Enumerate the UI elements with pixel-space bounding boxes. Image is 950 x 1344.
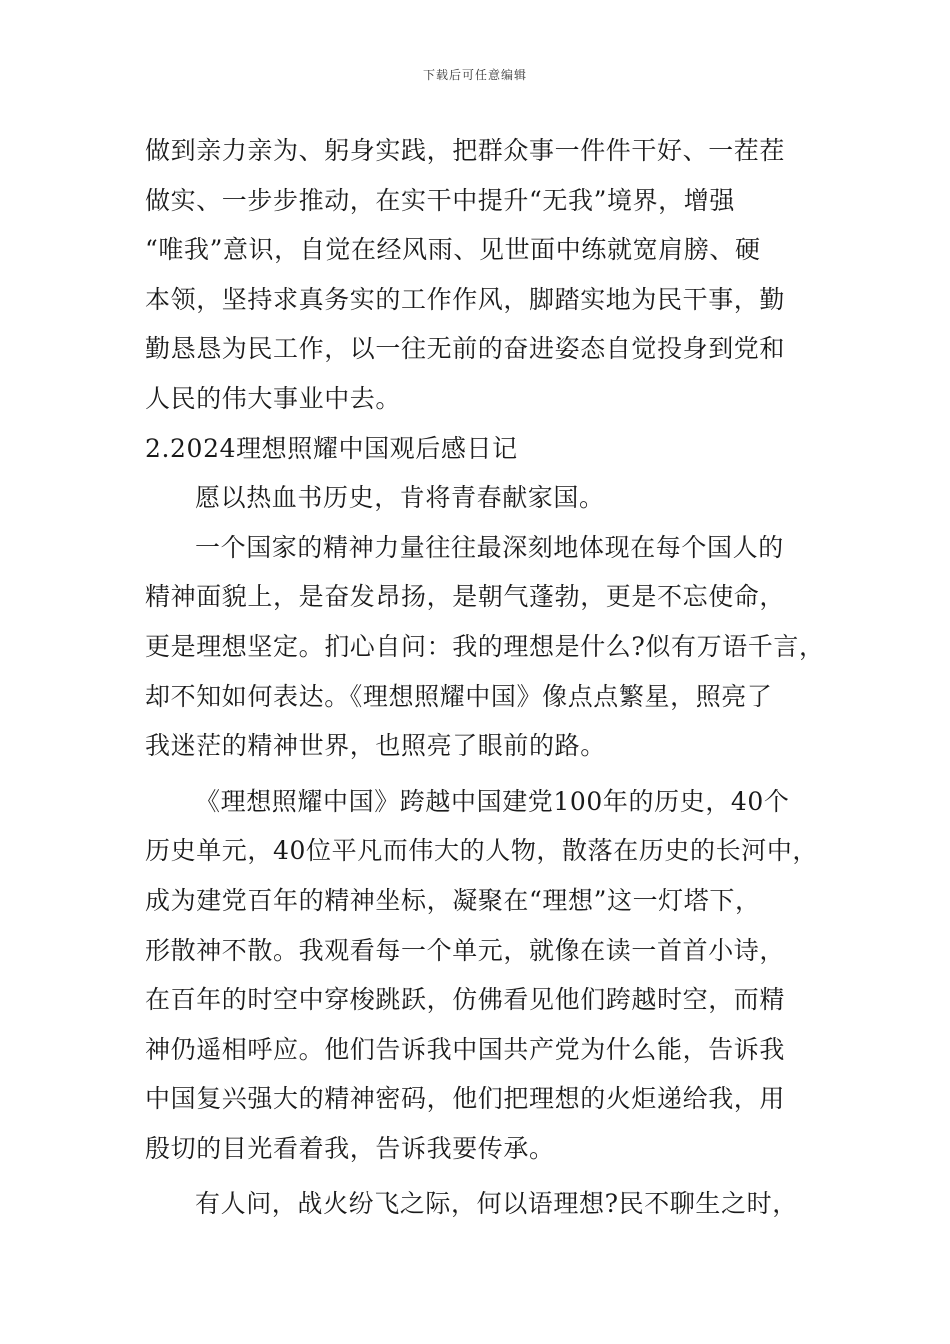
- text-line: 形散神不散。我观看每一个单元，就像在读一首首小诗，: [145, 935, 786, 965]
- text-line: 历史单元，40位平凡而伟大的人物，散落在历史的长河中，: [145, 836, 819, 866]
- text-line: 有人问，战火纷飞之际，何以语理想?民不聊生之时，: [195, 1189, 798, 1219]
- section-heading: [145, 424, 835, 474]
- text-line: 愿以热血书历史，肯将青春献家国。: [195, 483, 605, 513]
- text-line: 人民的伟大事业中去。: [145, 383, 402, 413]
- text-line: 中国复兴强大的精神密码，他们把理想的火炬递给我，用: [145, 1084, 786, 1114]
- header-note: 下载后可任意编辑: [422, 68, 527, 82]
- text-line: 神仍遥相呼应。他们告诉我中国共产党为什么能，告诉我: [145, 1034, 786, 1064]
- paragraph: [145, 523, 835, 771]
- paragraph: [145, 473, 835, 523]
- text-line: 本领，坚持求真务实的工作作风，脚踏实地为民干事，勤: [145, 284, 786, 314]
- document-body: [145, 126, 835, 1229]
- text-line: “唯我”意识，自觉在经风雨、见世面中练就宽肩膀、硬: [145, 235, 761, 265]
- text-line: 做到亲力亲为、躬身实践，把群众事一件件干好、一茬茬: [145, 136, 786, 165]
- text-line: 做实、一步步推动，在实干中提升“无我”境界，增强: [145, 185, 735, 215]
- text-line: 在百年的时空中穿梭跳跃，仿佛看见他们跨越时空，而精: [145, 985, 786, 1015]
- paragraph: [145, 777, 835, 1174]
- heading-line: 2.2024理想照耀中国观后感日记: [145, 433, 518, 463]
- text-line: 我迷茫的精神世界，也照亮了眼前的路。: [145, 731, 606, 761]
- text-line: 一个国家的精神力量往往最深刻地体现在每个国人的: [195, 532, 784, 562]
- paragraph: [145, 126, 835, 424]
- text-line: 却不知如何表达。《理想照耀中国》像点点繁星，照亮了: [145, 681, 773, 711]
- text-line: 《理想照耀中国》跨越中国建党100年的历史，40个: [195, 786, 790, 816]
- text-line: 勤恳恳为民工作，以一往无前的奋进姿态自觉投身到党和: [145, 334, 786, 364]
- text-line: 精神面貌上，是奋发昂扬，是朝气蓬勃，更是不忘使命，: [145, 582, 786, 612]
- text-line: 成为建党百年的精神坐标，凝聚在“理想”这一灯塔下，: [145, 885, 761, 915]
- paragraph: [145, 1179, 835, 1229]
- text-line: 殷切的目光看着我，告诉我要传承。: [145, 1133, 555, 1163]
- text-line: 更是理想坚定。扪心自问：我的理想是什么?似有万语千言，: [145, 631, 825, 661]
